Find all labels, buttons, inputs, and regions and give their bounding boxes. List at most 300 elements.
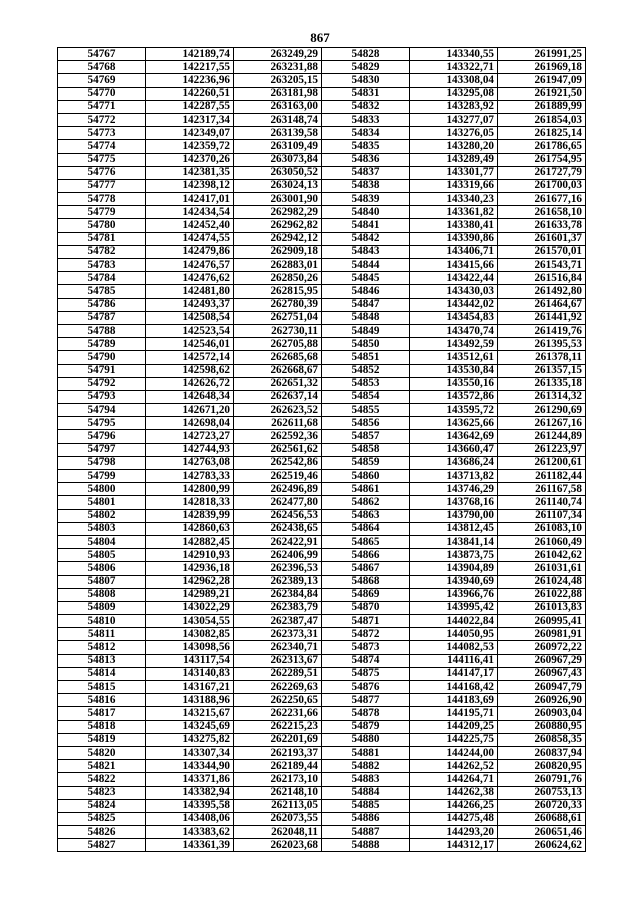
point-number-right-cell: 54850 — [322, 338, 410, 351]
x-coordinate-right-cell: 143289,49 — [410, 153, 498, 166]
x-coordinate-right-cell: 143512,61 — [410, 351, 498, 364]
table-row — [58, 615, 586, 628]
x-coordinate-left-cell: 142860,63 — [146, 522, 234, 535]
y-coordinate-right-cell: 261042,62 — [498, 549, 586, 562]
table-row — [58, 470, 586, 483]
table-row — [58, 496, 586, 509]
y-coordinate-right-cell: 261022,88 — [498, 588, 586, 601]
y-coordinate-right-cell: 261335,18 — [498, 377, 586, 390]
y-coordinate-left-cell: 262592,36 — [234, 430, 322, 443]
table-row — [58, 430, 586, 443]
x-coordinate-left-cell: 142523,54 — [146, 324, 234, 337]
x-coordinate-left-cell: 143371,86 — [146, 773, 234, 786]
table-row — [58, 535, 586, 548]
y-coordinate-right-cell: 261290,69 — [498, 404, 586, 417]
x-coordinate-right-cell: 143442,02 — [410, 298, 498, 311]
y-coordinate-left-cell: 262148,10 — [234, 786, 322, 799]
x-coordinate-right-cell: 143873,75 — [410, 549, 498, 562]
y-coordinate-left-cell: 262456,53 — [234, 509, 322, 522]
y-coordinate-left-cell: 262751,04 — [234, 311, 322, 324]
y-coordinate-right-cell: 260753,13 — [498, 786, 586, 799]
x-coordinate-right-cell: 144293,20 — [410, 826, 498, 839]
y-coordinate-left-cell: 262389,13 — [234, 575, 322, 588]
y-coordinate-right-cell: 260947,79 — [498, 681, 586, 694]
point-number-left-cell: 54789 — [58, 338, 146, 351]
point-number-left-cell: 54780 — [58, 219, 146, 232]
point-number-left-cell: 54811 — [58, 628, 146, 641]
table-row — [58, 799, 586, 812]
y-coordinate-right-cell: 261921,50 — [498, 87, 586, 100]
y-coordinate-right-cell: 261570,01 — [498, 245, 586, 258]
y-coordinate-right-cell: 261419,76 — [498, 324, 586, 337]
x-coordinate-left-cell: 143140,83 — [146, 667, 234, 680]
point-number-left-cell: 54818 — [58, 720, 146, 733]
x-coordinate-right-cell: 143746,29 — [410, 483, 498, 496]
point-number-left-cell: 54810 — [58, 615, 146, 628]
x-coordinate-right-cell: 143625,66 — [410, 417, 498, 430]
y-coordinate-right-cell: 261727,79 — [498, 166, 586, 179]
x-coordinate-left-cell: 142671,20 — [146, 404, 234, 417]
y-coordinate-right-cell: 260791,76 — [498, 773, 586, 786]
y-coordinate-left-cell: 262313,67 — [234, 654, 322, 667]
point-number-right-cell: 54859 — [322, 456, 410, 469]
x-coordinate-right-cell: 143406,71 — [410, 245, 498, 258]
x-coordinate-left-cell: 143408,06 — [146, 812, 234, 825]
table-row — [58, 140, 586, 153]
x-coordinate-right-cell: 143686,24 — [410, 456, 498, 469]
point-number-right-cell: 54831 — [322, 87, 410, 100]
y-coordinate-right-cell: 261378,11 — [498, 351, 586, 364]
y-coordinate-right-cell: 261267,16 — [498, 417, 586, 430]
x-coordinate-right-cell: 143280,20 — [410, 140, 498, 153]
table-row — [58, 522, 586, 535]
x-coordinate-left-cell: 143022,29 — [146, 601, 234, 614]
point-number-left-cell: 54777 — [58, 179, 146, 192]
table-row — [58, 456, 586, 469]
x-coordinate-left-cell: 143117,54 — [146, 654, 234, 667]
y-coordinate-left-cell: 262340,71 — [234, 641, 322, 654]
table-row — [58, 285, 586, 298]
point-number-right-cell: 54862 — [322, 496, 410, 509]
coordinates-table — [57, 47, 586, 852]
point-number-right-cell: 54878 — [322, 707, 410, 720]
table-row — [58, 193, 586, 206]
table-row — [58, 272, 586, 285]
point-number-right-cell: 54858 — [322, 443, 410, 456]
x-coordinate-left-cell: 143361,39 — [146, 839, 234, 852]
y-coordinate-left-cell: 262519,46 — [234, 470, 322, 483]
y-coordinate-right-cell: 260967,29 — [498, 654, 586, 667]
point-number-left-cell: 54802 — [58, 509, 146, 522]
x-coordinate-right-cell: 143530,84 — [410, 364, 498, 377]
x-coordinate-right-cell: 143340,23 — [410, 193, 498, 206]
table-row — [58, 417, 586, 430]
y-coordinate-right-cell: 261825,14 — [498, 127, 586, 140]
y-coordinate-right-cell: 260972,22 — [498, 641, 586, 654]
y-coordinate-left-cell: 262193,37 — [234, 746, 322, 759]
point-number-left-cell: 54788 — [58, 324, 146, 337]
point-number-left-cell: 54787 — [58, 311, 146, 324]
y-coordinate-left-cell: 263163,00 — [234, 100, 322, 113]
x-coordinate-right-cell: 143340,55 — [410, 48, 498, 61]
x-coordinate-right-cell: 143940,69 — [410, 575, 498, 588]
x-coordinate-left-cell: 142479,86 — [146, 245, 234, 258]
point-number-left-cell: 54796 — [58, 430, 146, 443]
x-coordinate-right-cell: 144209,25 — [410, 720, 498, 733]
point-number-right-cell: 54884 — [322, 786, 410, 799]
x-coordinate-right-cell: 143276,05 — [410, 127, 498, 140]
y-coordinate-right-cell: 261601,37 — [498, 232, 586, 245]
point-number-right-cell: 54860 — [322, 470, 410, 483]
x-coordinate-left-cell: 142839,99 — [146, 509, 234, 522]
x-coordinate-right-cell: 143812,45 — [410, 522, 498, 535]
point-number-left-cell: 54790 — [58, 351, 146, 364]
point-number-right-cell: 54872 — [322, 628, 410, 641]
y-coordinate-left-cell: 262201,69 — [234, 733, 322, 746]
x-coordinate-right-cell: 144195,71 — [410, 707, 498, 720]
y-coordinate-left-cell: 262289,51 — [234, 667, 322, 680]
x-coordinate-right-cell: 144168,42 — [410, 681, 498, 694]
point-number-right-cell: 54867 — [322, 562, 410, 575]
x-coordinate-left-cell: 143344,90 — [146, 760, 234, 773]
table-row — [58, 390, 586, 403]
x-coordinate-right-cell: 143430,03 — [410, 285, 498, 298]
x-coordinate-right-cell: 144312,17 — [410, 839, 498, 852]
x-coordinate-left-cell: 143054,55 — [146, 615, 234, 628]
table-row — [58, 298, 586, 311]
x-coordinate-left-cell: 142398,12 — [146, 179, 234, 192]
y-coordinate-right-cell: 261395,53 — [498, 338, 586, 351]
y-coordinate-left-cell: 263073,84 — [234, 153, 322, 166]
x-coordinate-right-cell: 144082,53 — [410, 641, 498, 654]
point-number-left-cell: 54825 — [58, 812, 146, 825]
table-row — [58, 179, 586, 192]
point-number-right-cell: 54876 — [322, 681, 410, 694]
point-number-left-cell: 54824 — [58, 799, 146, 812]
point-number-left-cell: 54770 — [58, 87, 146, 100]
y-coordinate-right-cell: 261107,34 — [498, 509, 586, 522]
point-number-right-cell: 54861 — [322, 483, 410, 496]
x-coordinate-right-cell: 143572,86 — [410, 390, 498, 403]
y-coordinate-right-cell: 261223,97 — [498, 443, 586, 456]
y-coordinate-right-cell: 261492,80 — [498, 285, 586, 298]
y-coordinate-right-cell: 260688,61 — [498, 812, 586, 825]
y-coordinate-left-cell: 262269,63 — [234, 681, 322, 694]
point-number-left-cell: 54782 — [58, 245, 146, 258]
x-coordinate-left-cell: 142546,01 — [146, 338, 234, 351]
point-number-left-cell: 54816 — [58, 694, 146, 707]
y-coordinate-right-cell: 261754,95 — [498, 153, 586, 166]
y-coordinate-right-cell: 260981,91 — [498, 628, 586, 641]
y-coordinate-right-cell: 261244,89 — [498, 430, 586, 443]
point-number-right-cell: 54844 — [322, 259, 410, 272]
x-coordinate-left-cell: 142572,14 — [146, 351, 234, 364]
point-number-right-cell: 54863 — [322, 509, 410, 522]
x-coordinate-right-cell: 144183,69 — [410, 694, 498, 707]
x-coordinate-right-cell: 143470,74 — [410, 324, 498, 337]
x-coordinate-right-cell: 144244,00 — [410, 746, 498, 759]
x-coordinate-left-cell: 142189,74 — [146, 48, 234, 61]
y-coordinate-left-cell: 262815,95 — [234, 285, 322, 298]
point-number-right-cell: 54842 — [322, 232, 410, 245]
y-coordinate-left-cell: 262668,67 — [234, 364, 322, 377]
table-row — [58, 48, 586, 61]
point-number-left-cell: 54778 — [58, 193, 146, 206]
y-coordinate-left-cell: 262780,39 — [234, 298, 322, 311]
y-coordinate-left-cell: 262477,80 — [234, 496, 322, 509]
y-coordinate-left-cell: 262073,55 — [234, 812, 322, 825]
x-coordinate-right-cell: 144266,25 — [410, 799, 498, 812]
y-coordinate-right-cell: 261182,44 — [498, 470, 586, 483]
table-row — [58, 113, 586, 126]
x-coordinate-right-cell: 143422,44 — [410, 272, 498, 285]
x-coordinate-left-cell: 142349,07 — [146, 127, 234, 140]
y-coordinate-left-cell: 263231,88 — [234, 61, 322, 74]
x-coordinate-right-cell: 144262,38 — [410, 786, 498, 799]
point-number-right-cell: 54835 — [322, 140, 410, 153]
point-number-left-cell: 54797 — [58, 443, 146, 456]
y-coordinate-right-cell: 261677,16 — [498, 193, 586, 206]
table-row — [58, 694, 586, 707]
table-row — [58, 707, 586, 720]
point-number-left-cell: 54786 — [58, 298, 146, 311]
x-coordinate-right-cell: 143713,82 — [410, 470, 498, 483]
y-coordinate-left-cell: 262623,52 — [234, 404, 322, 417]
point-number-right-cell: 54848 — [322, 311, 410, 324]
point-number-left-cell: 54800 — [58, 483, 146, 496]
x-coordinate-left-cell: 143167,21 — [146, 681, 234, 694]
point-number-right-cell: 54877 — [322, 694, 410, 707]
table-row — [58, 746, 586, 759]
table-row — [58, 812, 586, 825]
y-coordinate-left-cell: 262611,68 — [234, 417, 322, 430]
point-number-left-cell: 54799 — [58, 470, 146, 483]
point-number-right-cell: 54834 — [322, 127, 410, 140]
point-number-left-cell: 54807 — [58, 575, 146, 588]
point-number-left-cell: 54827 — [58, 839, 146, 852]
y-coordinate-right-cell: 260995,41 — [498, 615, 586, 628]
point-number-left-cell: 54779 — [58, 206, 146, 219]
point-number-right-cell: 54849 — [322, 324, 410, 337]
y-coordinate-left-cell: 263024,13 — [234, 179, 322, 192]
point-number-right-cell: 54882 — [322, 760, 410, 773]
y-coordinate-right-cell: 260926,90 — [498, 694, 586, 707]
y-coordinate-right-cell: 261543,71 — [498, 259, 586, 272]
table-row — [58, 839, 586, 852]
point-number-right-cell: 54870 — [322, 601, 410, 614]
table-row — [58, 206, 586, 219]
table-row — [58, 166, 586, 179]
x-coordinate-left-cell: 142723,27 — [146, 430, 234, 443]
y-coordinate-left-cell: 262561,62 — [234, 443, 322, 456]
table-row — [58, 826, 586, 839]
point-number-left-cell: 54794 — [58, 404, 146, 417]
x-coordinate-left-cell: 142818,33 — [146, 496, 234, 509]
point-number-right-cell: 54836 — [322, 153, 410, 166]
x-coordinate-right-cell: 143415,66 — [410, 259, 498, 272]
table-row — [58, 773, 586, 786]
point-number-right-cell: 54854 — [322, 390, 410, 403]
point-number-left-cell: 54817 — [58, 707, 146, 720]
y-coordinate-right-cell: 260624,62 — [498, 839, 586, 852]
point-number-right-cell: 54866 — [322, 549, 410, 562]
point-number-left-cell: 54795 — [58, 417, 146, 430]
x-coordinate-right-cell: 143966,76 — [410, 588, 498, 601]
point-number-left-cell: 54783 — [58, 259, 146, 272]
point-number-left-cell: 54815 — [58, 681, 146, 694]
point-number-left-cell: 54768 — [58, 61, 146, 74]
y-coordinate-left-cell: 262396,53 — [234, 562, 322, 575]
x-coordinate-right-cell: 143642,69 — [410, 430, 498, 443]
y-coordinate-right-cell: 261060,49 — [498, 535, 586, 548]
x-coordinate-left-cell: 143395,58 — [146, 799, 234, 812]
table-row — [58, 232, 586, 245]
y-coordinate-left-cell: 262113,05 — [234, 799, 322, 812]
y-coordinate-left-cell: 262373,31 — [234, 628, 322, 641]
y-coordinate-left-cell: 262383,79 — [234, 601, 322, 614]
x-coordinate-left-cell: 142508,54 — [146, 311, 234, 324]
point-number-left-cell: 54776 — [58, 166, 146, 179]
x-coordinate-right-cell: 143904,89 — [410, 562, 498, 575]
point-number-right-cell: 54887 — [322, 826, 410, 839]
x-coordinate-left-cell: 142763,08 — [146, 456, 234, 469]
y-coordinate-left-cell: 262387,47 — [234, 615, 322, 628]
x-coordinate-right-cell: 144116,41 — [410, 654, 498, 667]
table-row — [58, 641, 586, 654]
x-coordinate-left-cell: 142370,26 — [146, 153, 234, 166]
y-coordinate-right-cell: 260820,95 — [498, 760, 586, 773]
x-coordinate-left-cell: 142359,72 — [146, 140, 234, 153]
y-coordinate-left-cell: 262651,32 — [234, 377, 322, 390]
x-coordinate-left-cell: 142744,93 — [146, 443, 234, 456]
x-coordinate-right-cell: 143768,16 — [410, 496, 498, 509]
y-coordinate-right-cell: 261516,84 — [498, 272, 586, 285]
y-coordinate-right-cell: 261314,32 — [498, 390, 586, 403]
y-coordinate-left-cell: 262384,84 — [234, 588, 322, 601]
y-coordinate-right-cell: 261889,99 — [498, 100, 586, 113]
point-number-left-cell: 54793 — [58, 390, 146, 403]
point-number-left-cell: 54801 — [58, 496, 146, 509]
table-row — [58, 483, 586, 496]
x-coordinate-right-cell: 143283,92 — [410, 100, 498, 113]
table-row — [58, 87, 586, 100]
y-coordinate-right-cell: 261200,61 — [498, 456, 586, 469]
point-number-left-cell: 54814 — [58, 667, 146, 680]
point-number-left-cell: 54769 — [58, 74, 146, 87]
table-row — [58, 219, 586, 232]
x-coordinate-left-cell: 143382,94 — [146, 786, 234, 799]
point-number-left-cell: 54812 — [58, 641, 146, 654]
y-coordinate-right-cell: 260903,04 — [498, 707, 586, 720]
point-number-right-cell: 54873 — [322, 641, 410, 654]
x-coordinate-left-cell: 142476,57 — [146, 259, 234, 272]
point-number-left-cell: 54771 — [58, 100, 146, 113]
point-number-right-cell: 54888 — [322, 839, 410, 852]
y-coordinate-left-cell: 263050,52 — [234, 166, 322, 179]
x-coordinate-left-cell: 142452,40 — [146, 219, 234, 232]
table-row — [58, 720, 586, 733]
x-coordinate-right-cell: 143841,14 — [410, 535, 498, 548]
x-coordinate-left-cell: 142989,21 — [146, 588, 234, 601]
x-coordinate-right-cell: 143995,42 — [410, 601, 498, 614]
point-number-left-cell: 54826 — [58, 826, 146, 839]
table-row — [58, 628, 586, 641]
table-row — [58, 601, 586, 614]
point-number-right-cell: 54833 — [322, 113, 410, 126]
table-row — [58, 245, 586, 258]
x-coordinate-left-cell: 143098,56 — [146, 641, 234, 654]
point-number-right-cell: 54837 — [322, 166, 410, 179]
y-coordinate-left-cell: 262406,99 — [234, 549, 322, 562]
point-number-right-cell: 54883 — [322, 773, 410, 786]
y-coordinate-left-cell: 262173,10 — [234, 773, 322, 786]
x-coordinate-left-cell: 142698,04 — [146, 417, 234, 430]
y-coordinate-left-cell: 262883,01 — [234, 259, 322, 272]
point-number-left-cell: 54808 — [58, 588, 146, 601]
table-row — [58, 364, 586, 377]
x-coordinate-left-cell: 143275,82 — [146, 733, 234, 746]
x-coordinate-left-cell: 142783,33 — [146, 470, 234, 483]
y-coordinate-left-cell: 263205,15 — [234, 74, 322, 87]
x-coordinate-left-cell: 142476,62 — [146, 272, 234, 285]
x-coordinate-left-cell: 143188,96 — [146, 694, 234, 707]
y-coordinate-right-cell: 261083,10 — [498, 522, 586, 535]
y-coordinate-left-cell: 263249,29 — [234, 48, 322, 61]
point-number-right-cell: 54879 — [322, 720, 410, 733]
point-number-left-cell: 54820 — [58, 746, 146, 759]
x-coordinate-left-cell: 142417,01 — [146, 193, 234, 206]
y-coordinate-left-cell: 262023,68 — [234, 839, 322, 852]
table-row — [58, 259, 586, 272]
x-coordinate-left-cell: 142962,28 — [146, 575, 234, 588]
point-number-right-cell: 54851 — [322, 351, 410, 364]
point-number-left-cell: 54821 — [58, 760, 146, 773]
y-coordinate-right-cell: 260858,35 — [498, 733, 586, 746]
point-number-left-cell: 54823 — [58, 786, 146, 799]
point-number-right-cell: 54869 — [322, 588, 410, 601]
x-coordinate-right-cell: 143550,16 — [410, 377, 498, 390]
table-row — [58, 549, 586, 562]
y-coordinate-left-cell: 262422,91 — [234, 535, 322, 548]
x-coordinate-right-cell: 144275,48 — [410, 812, 498, 825]
table-row — [58, 509, 586, 522]
y-coordinate-right-cell: 261140,74 — [498, 496, 586, 509]
y-coordinate-right-cell: 260967,43 — [498, 667, 586, 680]
table-row — [58, 654, 586, 667]
point-number-left-cell: 54803 — [58, 522, 146, 535]
x-coordinate-left-cell: 142434,54 — [146, 206, 234, 219]
x-coordinate-left-cell: 142626,72 — [146, 377, 234, 390]
x-coordinate-right-cell: 143492,59 — [410, 338, 498, 351]
x-coordinate-left-cell: 142236,96 — [146, 74, 234, 87]
y-coordinate-right-cell: 260651,46 — [498, 826, 586, 839]
table-row — [58, 351, 586, 364]
y-coordinate-right-cell: 261464,67 — [498, 298, 586, 311]
y-coordinate-right-cell: 261700,03 — [498, 179, 586, 192]
x-coordinate-right-cell: 143277,07 — [410, 113, 498, 126]
table-row — [58, 667, 586, 680]
point-number-left-cell: 54819 — [58, 733, 146, 746]
table-row — [58, 588, 586, 601]
table-row — [58, 153, 586, 166]
x-coordinate-right-cell: 144022,84 — [410, 615, 498, 628]
point-number-right-cell: 54855 — [322, 404, 410, 417]
y-coordinate-left-cell: 262850,26 — [234, 272, 322, 285]
y-coordinate-left-cell: 262982,29 — [234, 206, 322, 219]
x-coordinate-right-cell: 143454,83 — [410, 311, 498, 324]
x-coordinate-left-cell: 143082,85 — [146, 628, 234, 641]
x-coordinate-right-cell: 144225,75 — [410, 733, 498, 746]
